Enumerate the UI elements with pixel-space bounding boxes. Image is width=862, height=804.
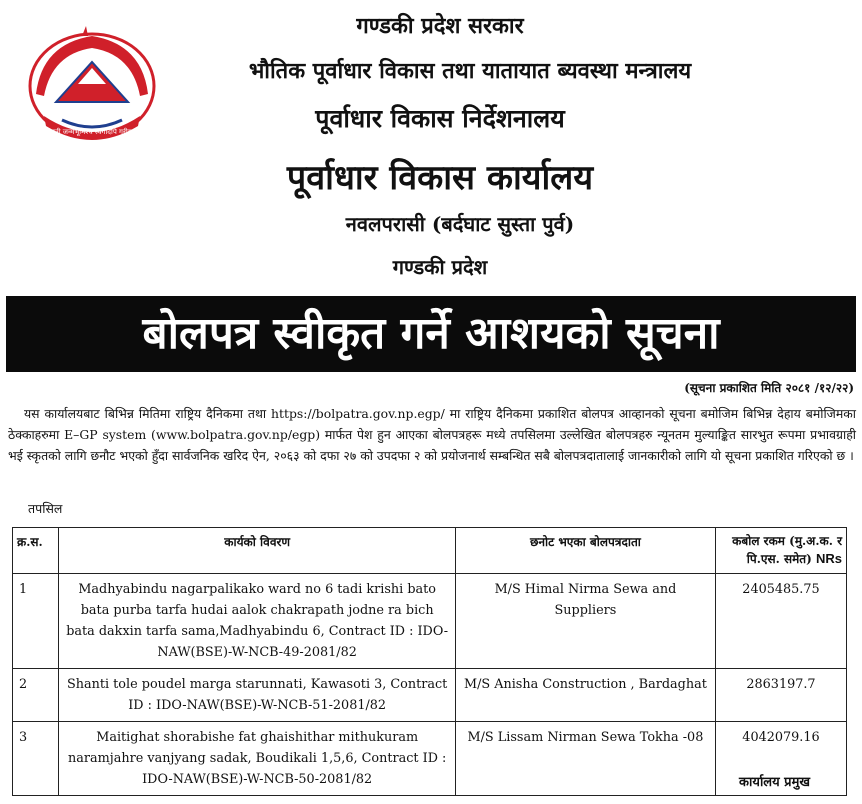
- row-amount: 2405485.75: [715, 574, 846, 669]
- government-name: गण्डकी प्रदेश सरकार: [356, 13, 524, 39]
- row-sn: 3: [13, 722, 59, 796]
- letterhead: [0, 0, 862, 296]
- row-bidder: M/S Himal Nirma Sewa and Suppliers: [455, 574, 715, 669]
- row-sn: 1: [13, 574, 59, 669]
- row-bidder: M/S Lissam Nirman Sewa Tokha -08: [455, 722, 715, 796]
- office-location: नवलपरासी (बर्दघाट सुस्ता पुर्व): [345, 212, 575, 236]
- schedule-label: तपसिल: [28, 501, 63, 516]
- table-row: [13, 669, 847, 722]
- row-amount: 4042079.16: [715, 722, 846, 796]
- header-bidder: छनोट भएका बोलपत्रदाता: [455, 528, 715, 574]
- notice-title-banner: बोलपत्र स्वीकृत गर्ने आशयको सूचना: [6, 296, 856, 372]
- table-row: [13, 722, 847, 796]
- ministry-name: भौतिक पूर्वाधार विकास तथा यातायात ब्यवस्था मन्त्रालय: [248, 58, 692, 84]
- row-bidder: M/S Anisha Construction , Bardaghat: [455, 669, 715, 722]
- notice-paragraph: यस कार्यालयबाट बिभिन्न मितिमा राष्ट्रिय दैनिकमा तथा https://bolpatra.gov.np.egp/ मा राष्ट्रिय दैनिकमा प्रकाशित बोलपत्र आव्हानको सूचना बमोजिम बिभिन्न देहाय बमोजिमका ठेक्काहरुमा E–GP system (www.bolpatra.gov.np/egp) मार्फत पेश हुन आएका बोलपत्रहरू मध्ये तपसिलमा उल्लेखित बोलपत्रहरु न्यूनतम मुल्याङ्कित सारभुत रूपमा प्रभावग्राही भई स्कृतको लागि छनौट भएको हुँदा सार्वजनिक खरिद ऐन, २०६३ को दफा २७ को उपदफा २ को प्रयोजनार्थ सम्बन्धित सबै बोलपत्रदातालाई जानकारीको लागि यो सूचना प्रकाशित गरिएको छ ।: [8, 406, 856, 463]
- publication-date: (सूचना प्रकाशित मिति २०८१ /१२/२२): [684, 381, 854, 395]
- header-currency: NRs: [815, 551, 842, 566]
- row-description: Madhyabindu nagarpalikako ward no 6 tadi krishi bato bata purba tarfa hudai aalok chakrapath jodne ra bich bata dakxin tarfa sama,Madhyabindu 6, Contract ID : IDO-NAW(BSE)-W-NCB-49-2081/82: [59, 574, 455, 669]
- header-amount-label: कबोल रकम (मु.अ.क. र पि.एस. समेत): [732, 534, 842, 566]
- row-sn: 2: [13, 669, 59, 722]
- emblem-motto: जननी जन्मभूमिश्च स्वर्गादपि गरीयसी: [45, 128, 139, 136]
- row-description: Maitighat shorabishe fat ghaishithar mithukuram naramjahre vanjyang sadak, Boudikali 1,5,6, Contract ID : IDO-NAW(BSE)-W-NCB-50-2081/82: [59, 722, 455, 796]
- table-row: [13, 574, 847, 669]
- table-header-row: [13, 528, 847, 574]
- directorate-name: पूर्वाधार विकास निर्देशनालय: [315, 104, 565, 133]
- row-amount: 2863197.7: [715, 669, 846, 722]
- province-name: गण्डकी प्रदेश: [392, 255, 488, 279]
- award-table: [12, 527, 847, 796]
- header-description: कार्यको विवरण: [59, 528, 455, 574]
- row-description: Shanti tole poudel marga starunnati, Kawasoti 3, Contract ID : IDO-NAW(BSE)-W-NCB-51-2081/82: [59, 669, 455, 722]
- office-name: पूर्वाधार विकास कार्यालय: [286, 158, 594, 198]
- header-amount: [715, 528, 846, 574]
- header-sn: क्र.स.: [13, 528, 59, 574]
- office-chief-signature: कार्यालय प्रमुख: [739, 775, 810, 790]
